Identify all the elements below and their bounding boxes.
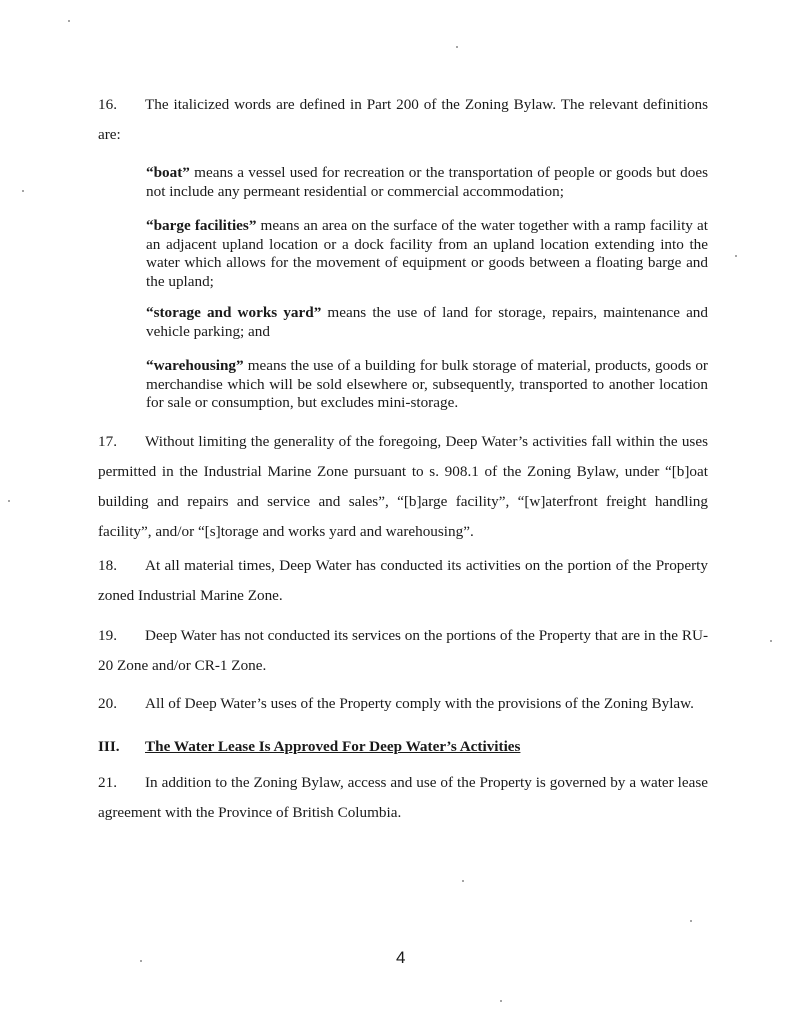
scan-speck: [500, 1000, 502, 1002]
page-number: 4: [396, 948, 406, 967]
paragraph-text: All of Deep Water’s uses of the Property comply with the provisions of the Zoning Bylaw.: [145, 695, 694, 712]
definition-storage-and-works-yard: [146, 304, 708, 341]
definition-text: means the use of a building for bulk storage of material, products, goods or merchandise which will be sold elsewhere or, subsequently, transported to another location for sale or consumption, but excludes mini-storage.: [146, 357, 708, 411]
paragraph-number: 21.: [98, 774, 117, 791]
definition-term: “barge facilities”: [146, 217, 257, 234]
section-number: III.: [98, 738, 120, 755]
definition-barge-facilities: [146, 217, 708, 291]
definition-text: means an area on the surface of the water together with a ramp facility at an adjacent upland location or a dock facility from an upland location extending into the water which allows for the movement of equipment or goods between a floating barge and the upland;: [146, 217, 708, 290]
definition-term: “storage and works yard”: [146, 304, 322, 321]
paragraph-16: [98, 90, 708, 150]
paragraph-number: 16.: [98, 96, 117, 113]
paragraph-text: Deep Water has not conducted its services on the portions of the Property that are in the RU-20 Zone and/or CR-1 Zone.: [98, 627, 708, 674]
scan-speck: [22, 190, 24, 192]
scan-speck: [770, 640, 772, 642]
paragraph-text: The italicized words are defined in Part 200 of the Zoning Bylaw. The relevant definitions are:: [98, 96, 708, 143]
scan-speck: [462, 880, 464, 882]
scan-speck: [8, 500, 10, 502]
scan-speck: [690, 920, 692, 922]
paragraph-17: [98, 427, 708, 547]
definition-text: means the use of land for storage, repairs, maintenance and vehicle parking; and: [146, 304, 708, 340]
paragraph-19: [98, 621, 708, 681]
definition-term: “boat”: [146, 164, 190, 181]
paragraph-18: [98, 551, 708, 611]
scan-speck: [68, 20, 70, 22]
paragraph-number: 19.: [98, 627, 117, 644]
section-heading: [98, 736, 520, 758]
definition-warehousing: [146, 357, 708, 413]
section-title: The Water Lease Is Approved For Deep Water’s Activities: [145, 738, 521, 755]
paragraph-text: Without limiting the generality of the foregoing, Deep Water’s activities fall within the uses permitted in the Industrial Marine Zone pursuant to s. 908.1 of the Zoning Bylaw, under “[b]oat building and repairs and service and sales”, “[b]arge facility”, “[w]aterfront freight handling facility”, and/or “[s]torage and works yard and warehousing”.: [98, 433, 708, 540]
paragraph-number: 20.: [98, 695, 117, 712]
scan-speck: [140, 960, 142, 962]
definition-term: “warehousing”: [146, 357, 244, 374]
definition-text: means a vessel used for recreation or the transportation of people or goods but does not include any permeant residential or commercial accommodation;: [146, 164, 708, 200]
paragraph-text: At all material times, Deep Water has conducted its activities on the portion of the Property zoned Industrial Marine Zone.: [98, 557, 708, 604]
paragraph-20: [98, 689, 708, 719]
scan-speck: [456, 46, 458, 48]
paragraph-text: In addition to the Zoning Bylaw, access and use of the Property is governed by a water lease agreement with the Province of British Columbia.: [98, 774, 708, 821]
paragraph-number: 17.: [98, 433, 117, 450]
paragraph-number: 18.: [98, 557, 117, 574]
paragraph-21: [98, 768, 708, 828]
scan-speck: [735, 255, 737, 257]
definition-boat: [146, 164, 708, 201]
